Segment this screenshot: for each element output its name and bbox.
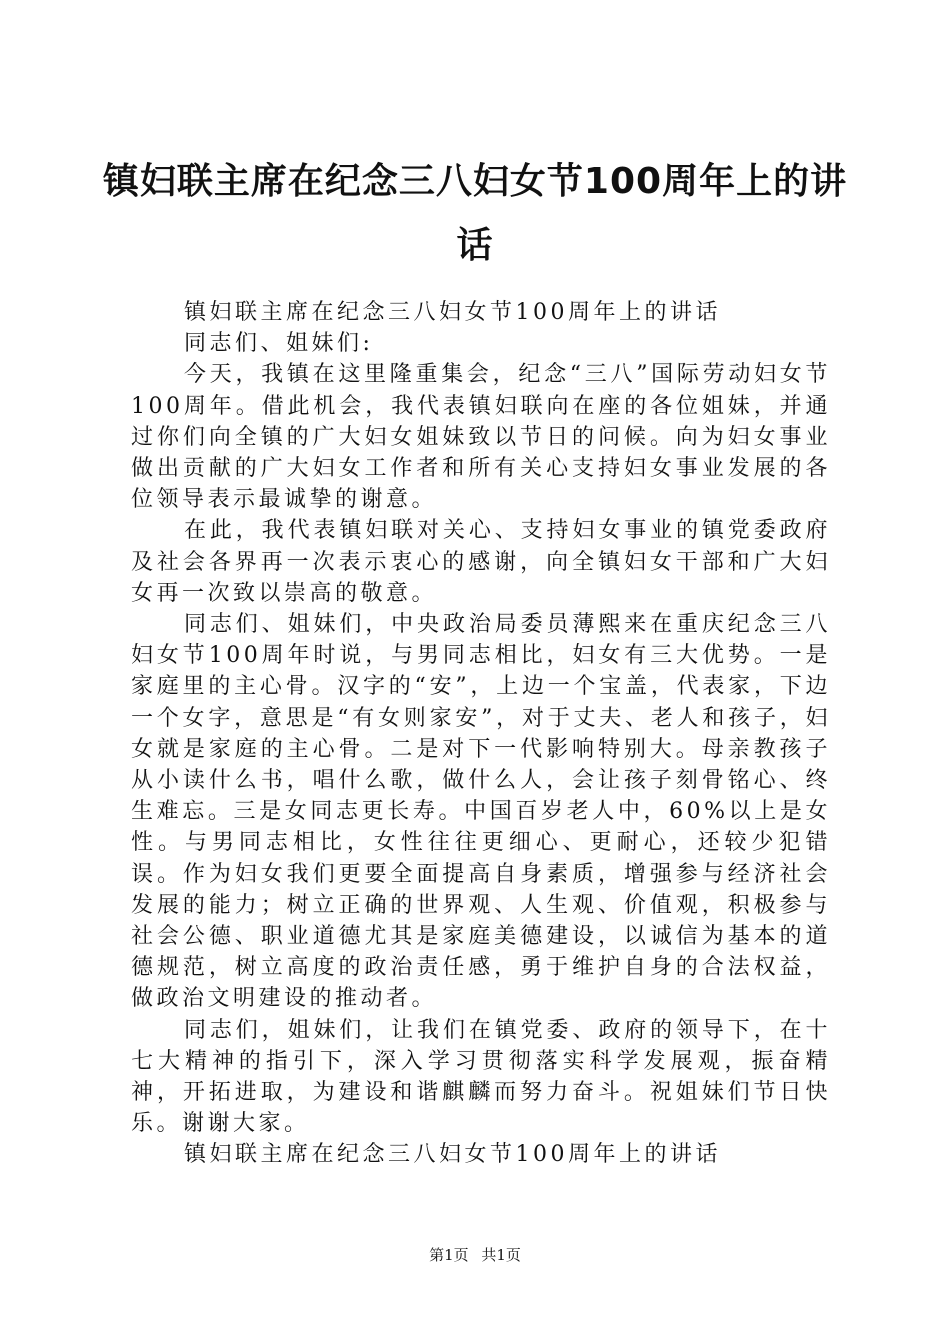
- page-number: 第1页: [429, 1246, 469, 1264]
- document-body: [131, 297, 831, 1171]
- page-total: 共1页: [481, 1246, 521, 1264]
- body-paragraph-closing-title: 镇妇联主席在纪念三八妇女节100周年上的讲话: [184, 1142, 721, 1168]
- body-paragraph: 今天，我镇在这里隆重集会，纪念“三八”国际劳动妇女节100周年。借此机会，我代表镇妇联向在座的各位姐妹，并通过你们向全镇的广大妇女姐妹致以节日的问候。向为妇女事业做出贡献的广大妇女工作者和所有关心支持妇女事业发展的各位领导表示最诚挚的谢意。: [131, 362, 831, 513]
- document-title: 镇妇联主席在纪念三八妇女节100周年上的讲话: [102, 161, 848, 266]
- body-paragraph: 同志们、姐妹们，中央政治局委员薄熙来在重庆纪念三八妇女节100周年时说，与男同志相比，妇女有三大优势。一是家庭里的主心骨。汉字的“安”，上边一个宝盖，代表家，下边一个女字，意思是“有女则家安”，对于丈夫、老人和孩子，妇女就是家庭的主心骨。二是对下一代影响特别大。母亲教孩子从小读什么书，唱什么歌，做什么人，会让孩子刻骨铭心、终生难忘。三是女同志更长寿。中国百岁老人中，60%以上是女性。与男同志相比，女性往往更细心、更耐心，还较少犯错误。作为妇女我们更要全面提高自身素质，增强参与经济社会发展的能力；树立正确的世界观、人生观、价值观，积极参与社会公德、职业道德尤其是家庭美德建设，以诚信为基本的道德规范，树立高度的政治责任感，勇于维护自身的合法权益，做政治文明建设的推动者。: [131, 612, 831, 1012]
- body-paragraph: 同志们，姐妹们，让我们在镇党委、政府的领导下，在十七大精神的指引下，深入学习贯彻落实科学发展观，振奋精神，开拓进取，为建设和谐麒麟而努力奋斗。祝姐妹们节日快乐。谢谢大家。: [131, 1017, 831, 1137]
- body-paragraph-salutation: 同志们、姐妹们:: [184, 331, 374, 357]
- body-paragraph-heading-repeat: 镇妇联主席在纪念三八妇女节100周年上的讲话: [184, 300, 721, 325]
- page-footer: [0, 1245, 950, 1265]
- body-paragraph: 在此，我代表镇妇联对关心、支持妇女事业的镇党委政府及社会各界再一次表示衷心的感谢，向全镇妇女干部和广大妇女再一次致以崇高的敬意。: [131, 518, 831, 606]
